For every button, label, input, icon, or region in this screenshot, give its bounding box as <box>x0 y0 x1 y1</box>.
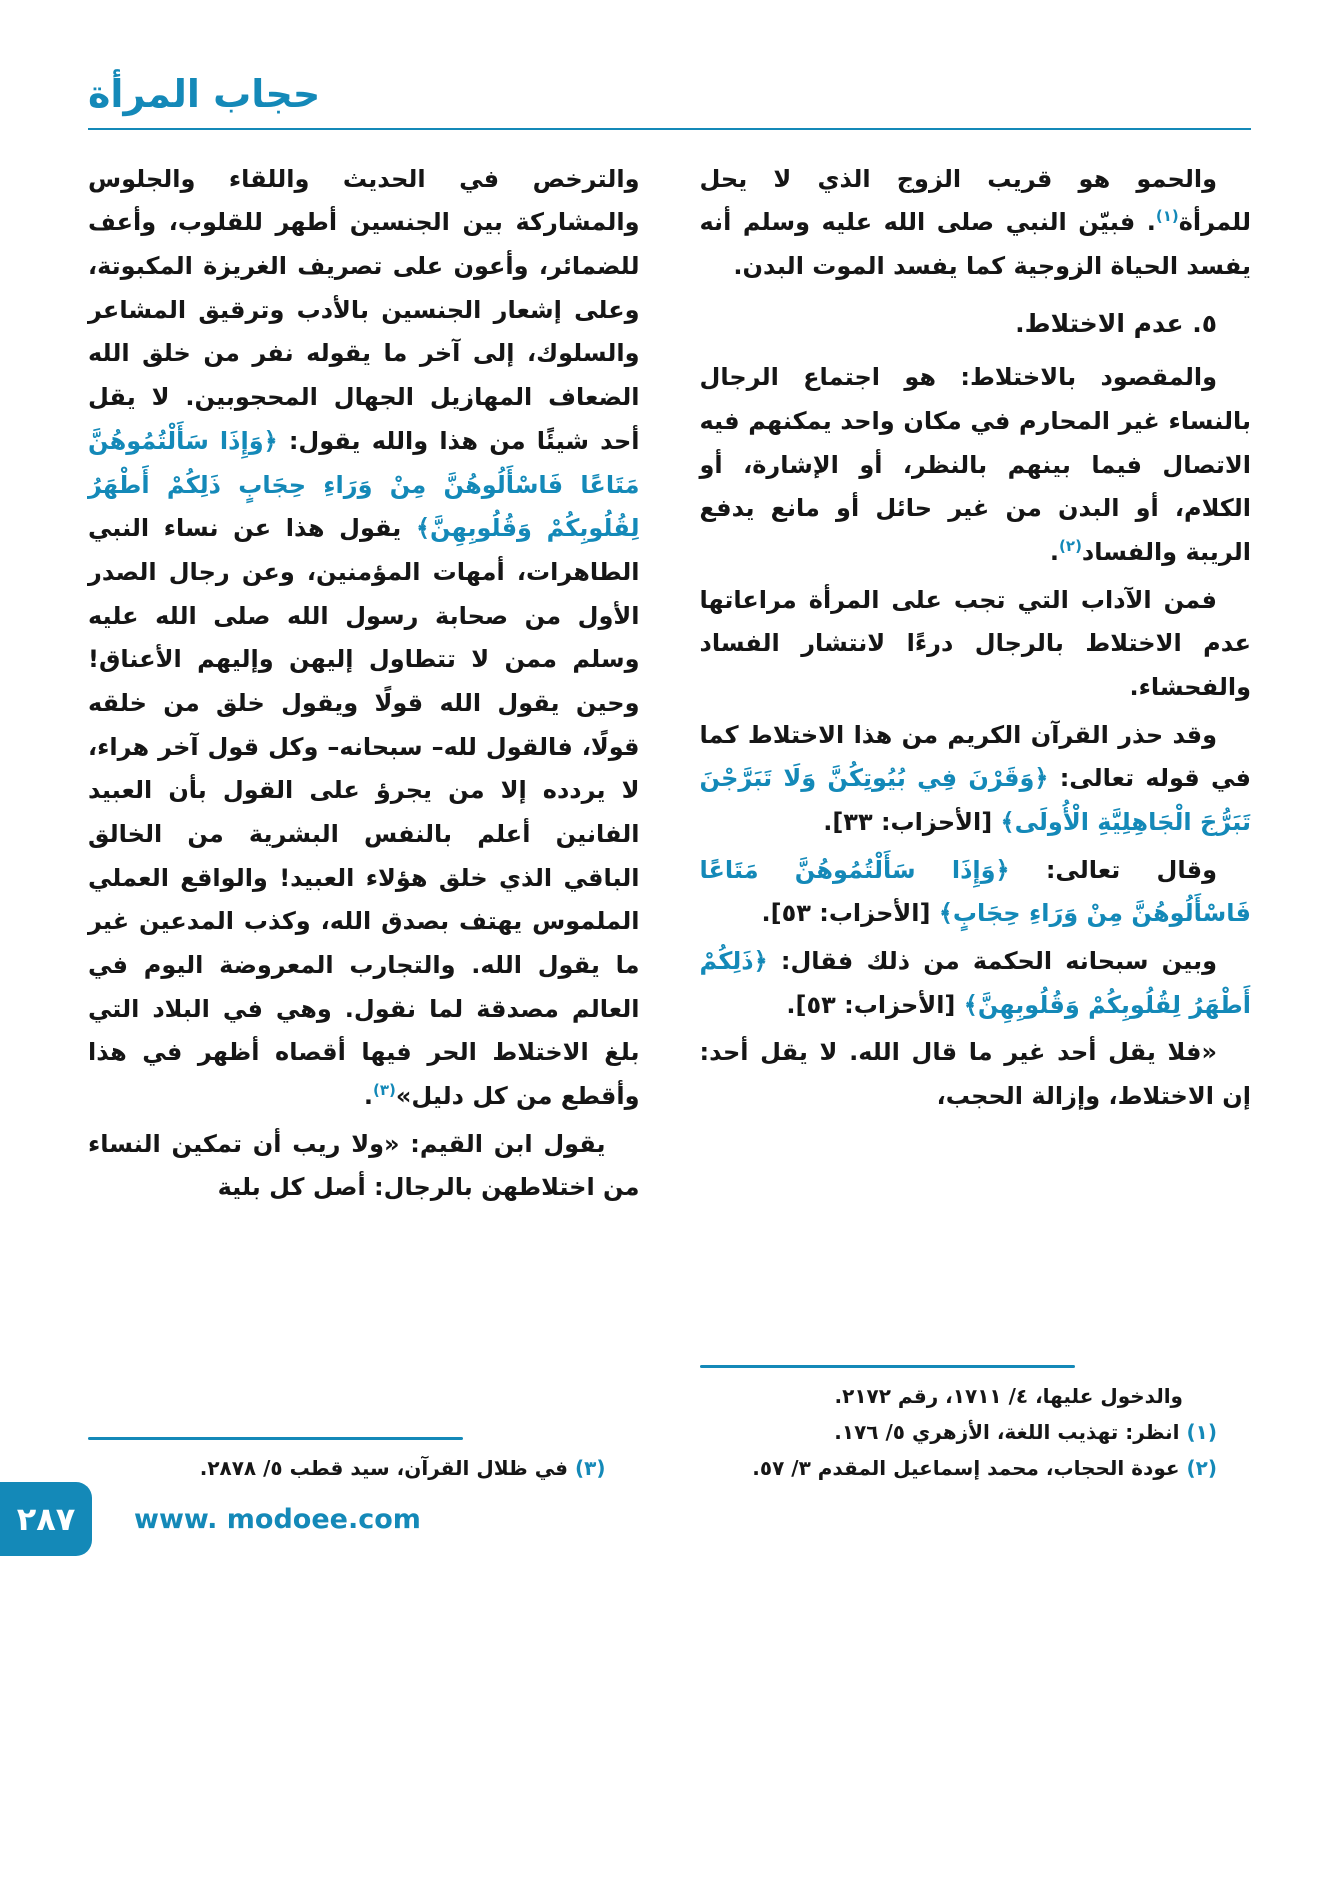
footnote-number: (٢) <box>1186 1455 1217 1480</box>
footnote-text: انظر: تهذيب اللغة، الأزهري ٥/ ١٧٦. <box>834 1419 1180 1444</box>
quran-verse: ﴿ذَلِكُمْ أَطْهَرُ لِقُلُوبِكُمْ وَقُلُوبِهِنَّ﴾ <box>699 947 1251 1019</box>
footnote-separator <box>700 1365 1075 1368</box>
text-segment: «فلا يقل أحد غير ما قال الله. لا يقل أحد: إن الاختلاط، وإزالة الحجب، <box>699 1038 1251 1111</box>
footnotes-right <box>700 1378 1252 1486</box>
two-column-text <box>88 156 1251 1486</box>
footnote-1 <box>700 1414 1252 1450</box>
page-footer <box>0 1482 421 1556</box>
footnote-text: في ظلال القرآن، سيد قطب ٥/ ٢٨٧٨. <box>199 1455 569 1480</box>
text-segment: . فبيّن النبي صلى الله عليه وسلم أنه يفسد الحياة الزوجية كما يفسد الموت البدن. <box>699 208 1251 281</box>
text-segment: وقد حذر القرآن الكريم من هذا الاختلاط كما في قوله تعالى: <box>699 720 1251 793</box>
paragraph <box>700 356 1252 574</box>
header-divider <box>88 128 1251 130</box>
paragraph <box>700 158 1252 289</box>
footnote-text: عودة الحجاب، محمد إسماعيل المقدم ٣/ ٥٧. <box>752 1455 1180 1480</box>
section-heading <box>700 301 1252 347</box>
text-segment: والمقصود بالاختلاط: هو اجتماع الرجال بالنساء غير المحارم في مكان واحد يمكنهم فيه الاتصال فيما بينهم بالنظر، أو الإشارة، أو الكلام، أو البدن من غير حائل أو مانع يدفع الريبة والفساد <box>699 363 1251 566</box>
footnote-ref-1: (١) <box>1155 207 1179 226</box>
footnote-2 <box>700 1450 1252 1486</box>
paragraph <box>700 849 1252 936</box>
footnote-continuation <box>700 1378 1252 1414</box>
footnote-ref-3: (٣) <box>373 1080 396 1099</box>
website-link[interactable]: www. modoee.com <box>134 1503 421 1535</box>
text-segment: ٥. عدم الاختلاط. <box>1015 308 1217 338</box>
text-segment: والترخص في الحديث واللقاء والجلوس والمشاركة بين الجنسين أطهر للقلوب، وأعف للضمائر، وأعون على تصريف الغريزة المكبوتة، وعلى إشعار الجنسين بالأدب وترقيق المشاعر والسلوك، إلى آخر ما يقوله نفر من خلق الله الضعاف المهازيل الجهال المحجوبين. لا يقل أحد شيئًا من هذا والله يقول: <box>88 164 640 455</box>
right-column <box>700 156 1252 1486</box>
verse-citation: [الأحزاب: ٥٣]. <box>786 990 964 1019</box>
text-segment: . <box>363 1081 374 1110</box>
paragraph <box>88 1123 640 1210</box>
column-spacer <box>88 1212 640 1427</box>
text-segment: يقول هذا عن نساء النبي الطاهرات، أمهات المؤمنين، وعن رجال الصدر الأول من صحابة رسول الله صلى الله عليه وسلم ممن لا تتطاول إليهن وإليهم الأعناق! وحين يقول الله قولًا ويقول خلق من خلقه قولًا، فالقول لله– سبحانه– وكل قول آخر هراء، لا يردده إلا من يجرؤ على القول بأن العبيد الفانين أعلم بالنفس البشرية من الخالق الباقي الذي خلق هؤلاء العبيد! والواقع العملي الملموس يهتف بصدق الله، وكذب المدعين غير ما يقول الله. والتجارب المعروضة اليوم في العالم مصدقة لما نقول. وهي في البلاد التي بلغ الاختلاط الحر فيها أقصاه أظهر في هذا وأقطع من كل دليل» <box>88 514 640 1110</box>
paragraph <box>700 940 1252 1027</box>
footnote-number: (١) <box>1186 1419 1217 1444</box>
text-segment: والحمو هو قريب الزوج الذي لا يحل للمرأة <box>699 164 1251 237</box>
footnote-3 <box>88 1450 640 1486</box>
quran-verse: ﴿وَإِذَا سَأَلْتُمُوهُنَّ مَتَاعًا فَاسْأَلُوهُنَّ مِنْ وَرَاءِ حِجَابٍ﴾ <box>699 855 1251 928</box>
text-segment: . <box>1049 538 1060 566</box>
footnote-separator <box>88 1437 463 1440</box>
footnotes-left <box>88 1450 640 1486</box>
book-logo: حجاب المرأة <box>88 72 321 116</box>
paragraph <box>700 714 1252 845</box>
page-header <box>88 74 1251 130</box>
paragraph <box>88 158 640 1119</box>
verse-citation: [الأحزاب: ٣٣]. <box>823 808 1001 837</box>
text-segment: وبين سبحانه الحكمة من ذلك فقال: <box>767 947 1217 976</box>
page-number-tab <box>0 1482 92 1556</box>
column-spacer <box>700 1121 1252 1355</box>
text-segment: يقول ابن القيم: «ولا ريب أن تمكين النساء من اختلاطهن بالرجال: أصل كل بلية <box>88 1129 640 1202</box>
verse-citation: [الأحزاب: ٥٣]. <box>761 899 939 928</box>
footnote-text: والدخول عليها، ٤/ ١٧١١، رقم ٢١٧٢. <box>834 1383 1183 1408</box>
page-number: ٢٨٧ <box>16 1500 76 1538</box>
footnote-ref-2: (٢) <box>1059 537 1082 555</box>
quran-verse: ﴿وَإِذَا سَأَلْتُمُوهُنَّ مَتَاعًا فَاسْأَلُوهُنَّ مِنْ وَرَاءِ حِجَابٍ ذَلِكُمْ أَطْهَرُ لِقُلُوبِكُمْ وَقُلُوبِهِنَّ﴾ <box>88 426 640 543</box>
paragraph <box>700 1031 1252 1118</box>
left-column <box>88 156 640 1486</box>
quran-verse: ﴿وَقَرْنَ فِي بُيُوتِكُنَّ وَلَا تَبَرَّجْنَ تَبَرُّجَ الْجَاهِلِيَّةِ الْأُولَى﴾ <box>699 764 1251 837</box>
footnote-number: (٣) <box>575 1455 606 1480</box>
paragraph <box>700 579 1252 710</box>
text-segment: فمن الآداب التي تجب على المرأة مراعاتها عدم الاختلاط بالرجال درءًا لانتشار الفساد والفحشاء. <box>699 585 1251 702</box>
text-segment: وقال تعالى: <box>1009 855 1217 884</box>
